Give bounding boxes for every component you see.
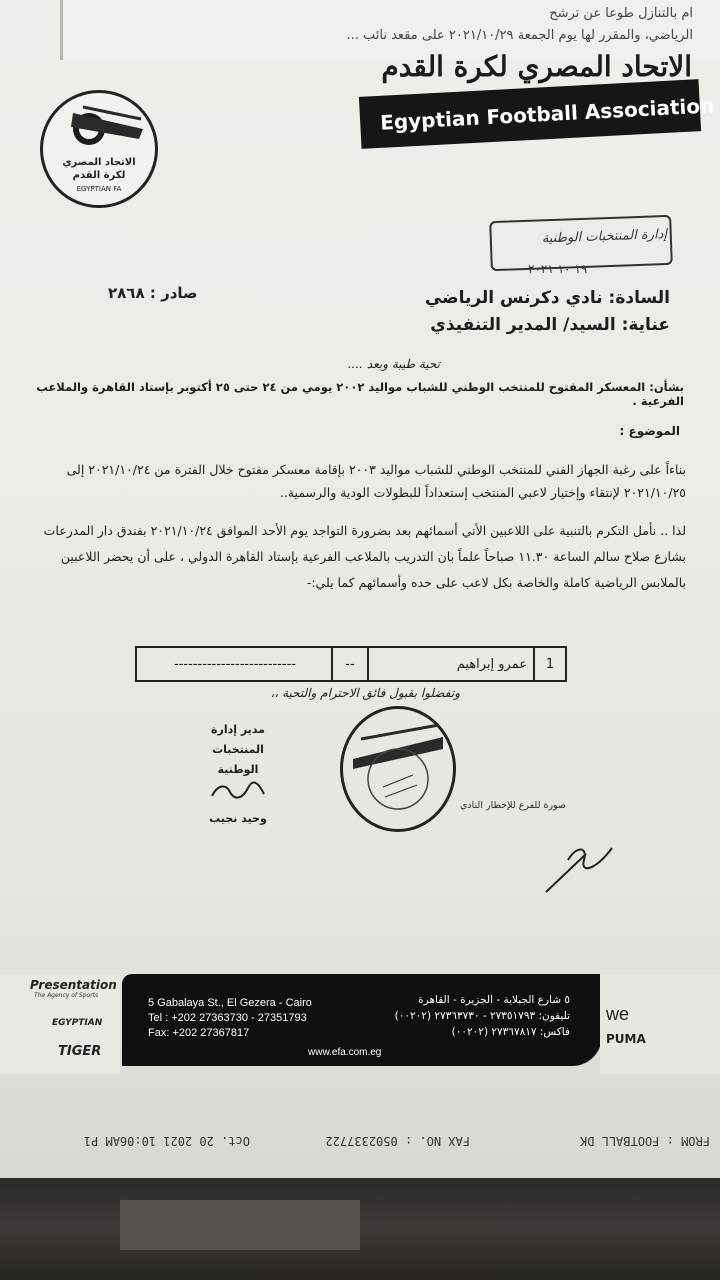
federation-name-arabic: الاتحاد المصري لكرة القدم [381, 50, 692, 83]
player-index-cell: 1 [533, 648, 565, 680]
contact-arabic [395, 992, 570, 1040]
signature-block [208, 720, 268, 829]
fax-datetime: Oct. 20 2021 10:06AM P1 [83, 1134, 250, 1148]
seal-icon [343, 709, 453, 829]
signatory-title-2: المنتخبات الوطنية [212, 743, 264, 776]
fax-from: FROM : FOOTBALL DK [579, 1134, 710, 1148]
greeting: تحية طيبة وبعد .... [347, 357, 440, 371]
addressee-line-1: السادة: نادي دكرنس الرياضي [424, 288, 670, 308]
player-name-cell: عمرو إبراهيم [367, 648, 533, 680]
official-seal [340, 706, 456, 832]
address-arabic: ٥ شارع الجبلاية - الجزيرة - القاهرة [418, 994, 570, 1006]
contact-english [148, 996, 312, 1041]
received-stamp-text: إدارة المنتخبات الوطنية [541, 226, 668, 247]
fax-number: FAX NO. : 0502337722 [325, 1134, 470, 1148]
outgoing-number [108, 284, 198, 302]
telephone-english: Tel : +202 27363730 - 27351793 [148, 1012, 307, 1024]
background-surface [0, 1178, 720, 1280]
player-right-cell: -------------------------- [174, 656, 296, 672]
topic-label: الموضوع : [619, 424, 680, 438]
sponsor-puma-logo: PUMA [606, 1032, 646, 1046]
fax-english: Fax: +202 27367817 [148, 1027, 250, 1039]
sponsor-we-logo: we [606, 1004, 630, 1024]
logo-text-3: EGYPTIAN FA [76, 185, 122, 193]
seal-caption: صورة للفرع للإخطار النادي [460, 800, 567, 811]
addressee-line-2: عناية: السيد/ المدير التنفيذي [430, 315, 670, 335]
previous-page-line-1: ام بالتنازل طوعا عن ترشح [549, 6, 693, 21]
body-paragraph-1: بناءاً على رغبة الجهاز الفني للمنتخب الوطني للشباب مواليد ٢٠٠٣ بإقامة معسكر مفتوح خلال الفترة من ٢٠٢١/١٠/٢٤ إلى ٢٠٢١/١٠/٢٥ لإنتقاء وإختيار لاعبي المنتخب إستعداداً للبطولات الودية والرسمية.. [66, 462, 686, 500]
federation-name-english: Egyptian Football Association [379, 93, 715, 135]
presented-by-sub: The Agency of Sports [34, 992, 99, 999]
player-mid-cell: -- [331, 648, 367, 680]
logo-text-1: الاتحاد المصري [62, 157, 136, 168]
outgoing-label: صادر : [149, 284, 198, 302]
telephone-arabic: تليفون: ٢٧٣٥١٧٩٣ - ٢٧٣٦٣٧٣٠ (٠٠٢٠٢) [394, 1010, 570, 1022]
fax-header [0, 1128, 720, 1150]
logo-text-2: لكرة القدم [72, 170, 126, 181]
efa-logo-icon [43, 93, 155, 205]
signatory-title-1: مدير إدارة [211, 723, 265, 736]
subject-line: بشأن: المعسكر المفتوح للمنتخب الوطني للشباب مواليد ٢٠٠٢ يومي من ٢٤ حتى ٢٥ أكتوبر بإستاد القاهرة والملاعب الفرعية . [36, 380, 684, 408]
signatory-name: وحيد نجيب [209, 812, 267, 825]
address-english: 5 Gabalaya St., El Gezera - Cairo [148, 997, 312, 1009]
outgoing-value: ٢٨٦٨ [108, 284, 145, 302]
received-stamp-date: ١٩ ١٠ ٢٠٢١ [528, 262, 588, 276]
players-table [135, 646, 567, 682]
brand-egyptian: EGYPTIAN [52, 1018, 103, 1028]
website-link[interactable]: www.efa.com.eg [308, 1047, 382, 1058]
brand-tiger: TIGER [58, 1044, 102, 1059]
signature-icon [208, 780, 268, 802]
fax-arabic: فاكس: ٢٧٣٦٧٨١٧ (٠٠٢٠٢) [451, 1026, 570, 1038]
previous-page-line-2: الرياضي، والمقرر لها يوم الجمعة ٢٠٢١/١٠/٢٩ على مقعد نائب ... [346, 28, 693, 43]
efa-logo [40, 90, 158, 208]
closing-line: وتفضلوا بقبول فائق الاحترام والتحية ،، [270, 686, 460, 700]
background-light-area [120, 1200, 360, 1250]
handwritten-initials-icon [540, 840, 620, 900]
presented-by-logo: Presentation [30, 978, 117, 992]
body-paragraph-2: لذا .. نأمل التكرم بالتنبية على اللاعبين الأتي أسمائهم بعد بضرورة التواجد يوم الأحد الموافق ٢٠٢١/١٠/٢٤ بفندق دار المدرعات بشارع صلاح سالم الساعة ١١.٣٠ صباحاً علماً بان التدريب بالملاعب الفرعية بإستاد القاهرة الدولي ، على أن يحضر اللاعبين بالملابس الرياضية كاملة والخاصة بكل لاعب على حده وأسمائهم كما يلي:- [43, 523, 686, 590]
